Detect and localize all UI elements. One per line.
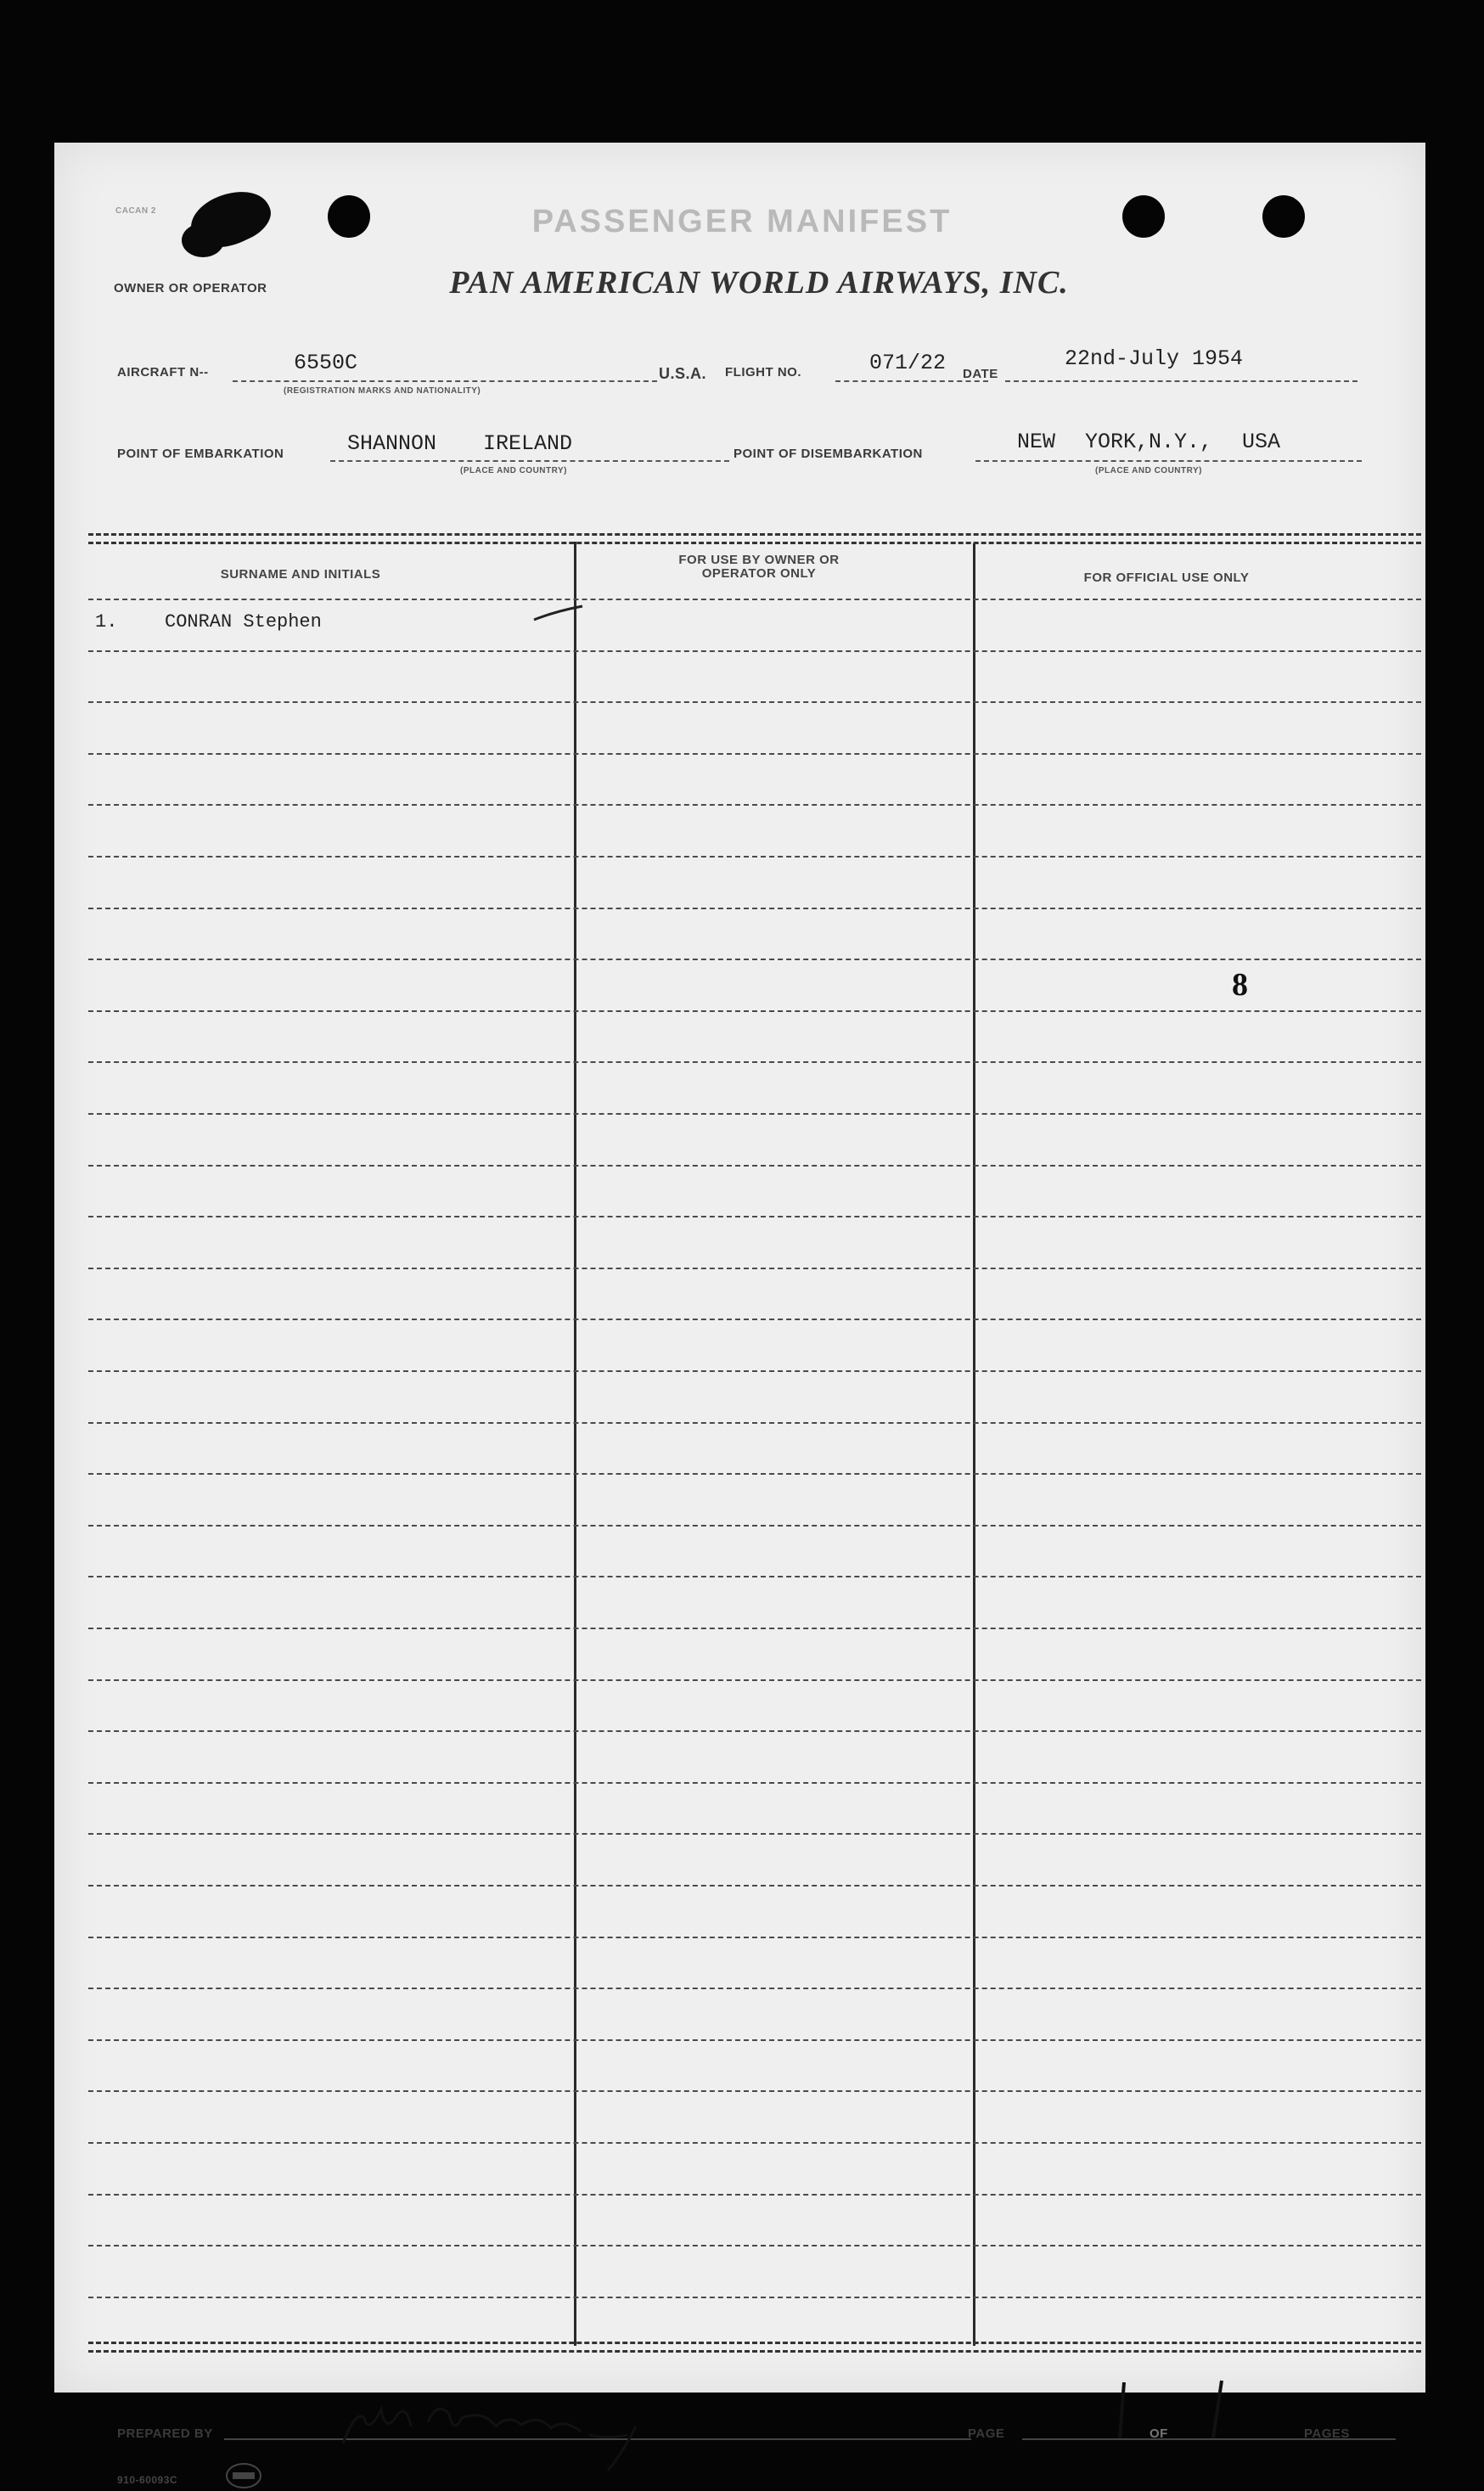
passenger-number: 1.	[95, 611, 118, 633]
table-row-rule	[88, 1679, 1421, 1681]
date-underline	[1005, 380, 1358, 382]
table-row-rule	[88, 1165, 1421, 1167]
table-row-rule	[88, 2090, 1421, 2092]
table-row-rule	[88, 1885, 1421, 1887]
table-row-rule	[88, 1268, 1421, 1269]
form-title: PASSENGER MANIFEST	[531, 204, 953, 239]
table-row-rule	[88, 1473, 1421, 1475]
disembarkation-underline	[975, 460, 1362, 462]
of-label: OF	[1150, 2426, 1168, 2441]
table-row-rule	[88, 2142, 1421, 2144]
table-row-rule	[88, 1782, 1421, 1784]
table-row-rule	[88, 959, 1421, 960]
aircraft-underline	[233, 380, 657, 382]
pages-label: PAGES	[1304, 2426, 1350, 2441]
table-row-rule	[88, 804, 1421, 806]
column-divider	[574, 542, 576, 2346]
table-row-rule	[88, 1010, 1421, 1012]
table-row-rule	[88, 2245, 1421, 2246]
table-row-rule	[88, 1319, 1421, 1320]
table-row-rule	[88, 1988, 1421, 1989]
table-row-rule	[88, 599, 1421, 600]
column-divider	[973, 543, 975, 2346]
passenger-name: CONRAN Stephen	[165, 611, 322, 633]
aircraft-label: AIRCRAFT N--	[117, 365, 209, 380]
carrier-name: PAN AMERICAN WORLD AIRWAYS, INC.	[449, 265, 1069, 301]
table-row-rule	[88, 1937, 1421, 1938]
aircraft-value: 6550C	[294, 351, 358, 375]
date-label: DATE	[963, 367, 998, 381]
printer-stamp-icon	[224, 2460, 263, 2491]
table-row-rule	[88, 1576, 1421, 1577]
table-row-rule	[88, 1525, 1421, 1527]
embarkation-value: SHANNON IRELAND	[347, 431, 573, 456]
redaction-smear	[182, 223, 224, 257]
table-bottom-rule	[88, 2350, 1421, 2353]
table-bottom-rule	[88, 2342, 1421, 2344]
table-row-rule	[88, 856, 1421, 858]
date-value: 22nd-July 1954	[1065, 346, 1244, 371]
table-row-rule	[88, 650, 1421, 652]
check-mark-icon	[530, 601, 589, 627]
disembarkation-label: POINT OF DISEMBARKATION	[734, 447, 923, 461]
column-header-name: SURNAME AND INITIALS	[220, 567, 381, 582]
flight-value: 071/22	[869, 351, 947, 375]
form-code: 910-60093C	[117, 2474, 178, 2486]
punch-hole	[1122, 195, 1165, 238]
table-row-rule	[88, 1113, 1421, 1115]
table-row-rule	[88, 2297, 1421, 2298]
table-row-rule	[88, 1370, 1421, 1372]
page-label: PAGE	[968, 2426, 1005, 2441]
corner-stamp: CACAN 2	[115, 206, 156, 216]
table-row-rule	[88, 1061, 1421, 1063]
column-header-owner: FOR USE BY OWNER OR OPERATOR ONLY	[678, 553, 840, 581]
flight-label: FLIGHT NO.	[725, 365, 801, 380]
owner-label: OWNER OR OPERATOR	[114, 281, 267, 295]
table-row-rule	[88, 1833, 1421, 1835]
signature-icon	[334, 2376, 674, 2477]
table-row-rule	[88, 2194, 1421, 2196]
column-header-official: FOR OFFICIAL USE ONLY	[1083, 571, 1250, 585]
disembarkation-value: NEW YORK,N.Y., USA	[1017, 430, 1281, 454]
manifest-sheet	[54, 143, 1425, 2486]
prepared-by-label: PREPARED BY	[117, 2426, 213, 2441]
page-total-mark-icon	[1179, 2376, 1247, 2443]
table-top-rule	[88, 542, 1421, 544]
table-row-rule	[88, 1422, 1421, 1424]
punch-hole	[328, 195, 370, 238]
embarkation-underline	[330, 460, 729, 462]
embarkation-caption: (PLACE AND COUNTRY)	[460, 466, 567, 475]
punch-hole	[1262, 195, 1305, 238]
embarkation-label: POINT OF EMBARKATION	[117, 447, 284, 461]
table-top-rule	[88, 533, 1421, 536]
official-mark: 8	[1232, 967, 1248, 1003]
page-number-mark-icon	[1090, 2376, 1150, 2443]
table-row-rule	[88, 1730, 1421, 1732]
table-row-rule	[88, 1628, 1421, 1629]
disembarkation-caption: (PLACE AND COUNTRY)	[1095, 466, 1202, 475]
table-row-rule	[88, 753, 1421, 755]
registration-caption: (REGISTRATION MARKS AND NATIONALITY)	[284, 386, 481, 396]
usa-label: U.S.A.	[659, 365, 707, 382]
table-row-rule	[88, 1216, 1421, 1217]
table-row-rule	[88, 908, 1421, 909]
table-row-rule	[88, 701, 1421, 703]
table-row-rule	[88, 2039, 1421, 2041]
